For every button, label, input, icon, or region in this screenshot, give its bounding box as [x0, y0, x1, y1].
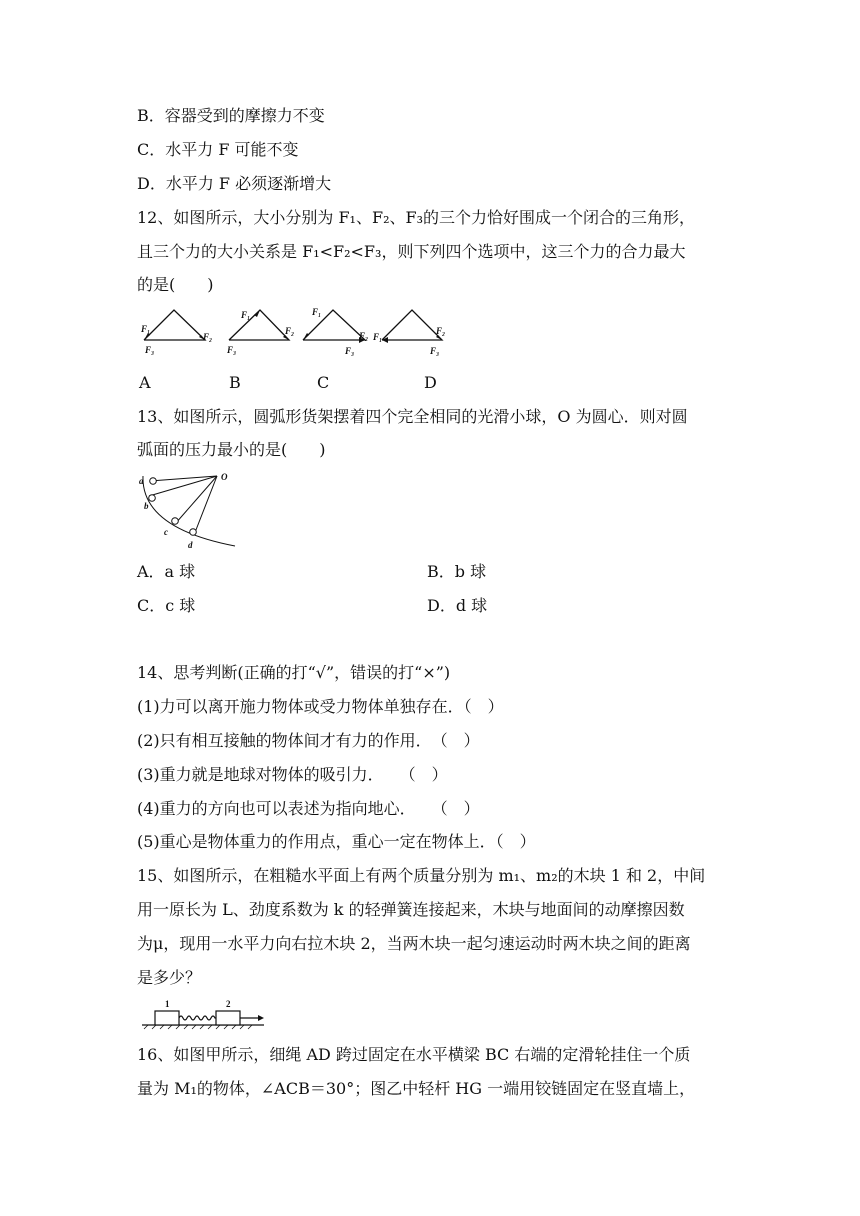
- fig-b-f3: F₃: [227, 345, 237, 355]
- fig-label-a: a: [139, 476, 144, 486]
- q14-statement-4: (4)重力的方向也可以表述为指向地心． （ ）: [137, 799, 480, 818]
- q16-line-1: 16、如图甲所示，细绳 AD 跨过固定在水平横梁 BC 右端的定滑轮挂住一个质: [137, 1045, 691, 1064]
- q13-option-b: B．b 球: [427, 562, 487, 581]
- fig-d-f3: F₃: [430, 346, 440, 356]
- fig-label-o: O: [221, 472, 228, 482]
- fig-c-f2: F₂: [359, 331, 369, 341]
- q14-statement-1: (1)力可以离开施力物体或受力物体单独存在．（ ）: [137, 697, 504, 716]
- q14-heading: 14、思考判断(正确的打“√”，错误的打“×”): [137, 663, 451, 682]
- fig-a-f2: F₂: [203, 332, 213, 342]
- q12-label-d: D: [424, 373, 437, 392]
- q15-spring-figure: [140, 995, 270, 1031]
- fig-c-f1: F₁: [312, 307, 322, 317]
- q12-line-2: 且三个力的大小关系是 F₁<F₂<F₃，则下列四个选项中，这三个力的合力最大: [137, 242, 686, 261]
- fig-d-f2: F₂: [436, 326, 446, 336]
- option-b: B．容器受到的摩擦力不变: [137, 106, 325, 125]
- q14-statement-2: (2)只有相互接触的物体间才有力的作用． （ ）: [137, 731, 480, 750]
- fig-a-f3: F₃: [145, 345, 155, 355]
- q14-statement-3: (3)重力就是地球对物体的吸引力． （ ）: [137, 765, 448, 784]
- q15-line-1: 15、如图所示，在粗糙水平面上有两个质量分别为 m₁、m₂的木块 1 和 2，中间: [137, 866, 706, 885]
- block-1-label: 1: [165, 999, 170, 1009]
- q12-label-a: A: [139, 373, 151, 392]
- q12-label-b: B: [229, 373, 241, 392]
- fig-label-b: b: [144, 501, 149, 511]
- q13-line-2: 弧面的压力最小的是( ): [137, 440, 326, 459]
- fig-b-f2: F₂: [285, 326, 295, 336]
- q13-line-1: 13、如图所示，圆弧形货架摆着四个完全相同的光滑小球，O 为圆心．则对圆: [137, 407, 688, 426]
- fig-label-d: d: [188, 540, 193, 550]
- block-2-label: 2: [226, 999, 231, 1009]
- fig-a-f1: F₁: [141, 324, 151, 334]
- q15-line-4: 是多少？: [137, 968, 202, 987]
- q14-statement-5: (5)重心是物体重力的作用点，重心一定在物体上．（ ）: [137, 832, 536, 851]
- fig-b-f1: F₁: [241, 310, 251, 320]
- q12-line-3: 的是( ): [137, 275, 214, 294]
- q13-arc-figure: [137, 468, 237, 553]
- q12-line-1: 12、如图所示，大小分别为 F₁、F₂、F₃的三个力恰好围成一个闭合的三角形，: [137, 208, 695, 227]
- q16-line-2: 量为 M₁的物体，∠ACB＝30°；图乙中轻杆 HG 一端用铰链固定在竖直墙上，: [137, 1079, 696, 1098]
- option-d: D．水平力 F 必须逐渐增大: [137, 174, 332, 193]
- fig-d-f1: F₁: [373, 332, 383, 342]
- q15-line-2: 用一原长为 L、劲度系数为 k 的轻弹簧连接起来，木块与地面间的动摩擦因数: [137, 900, 685, 919]
- q13-option-d: D．d 球: [427, 596, 488, 615]
- fig-label-c: c: [164, 527, 168, 537]
- fig-c-f3: F₃: [345, 346, 355, 356]
- q13-option-a: A．a 球: [137, 562, 196, 581]
- q12-label-c: C: [317, 373, 330, 392]
- q12-triangle-figures: [137, 303, 467, 361]
- option-c: C．水平力 F 可能不变: [137, 140, 299, 159]
- q13-option-c: C．c 球: [137, 596, 196, 615]
- q15-line-3: 为μ，现用一水平力向右拉木块 2，当两木块一起匀速运动时两木块之间的距离: [137, 934, 691, 953]
